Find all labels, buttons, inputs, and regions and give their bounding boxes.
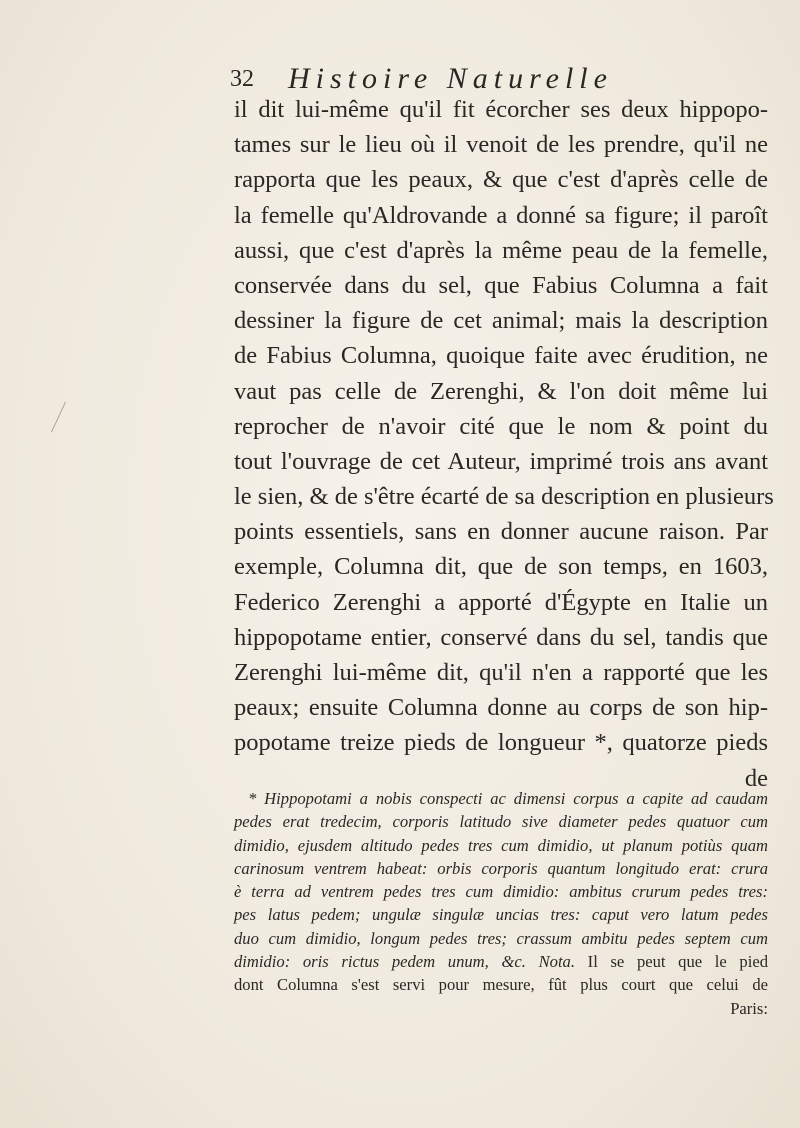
margin-pencil-mark <box>51 402 82 432</box>
text-line: tames sur le lieu où il venoit de les prendre, qu'il ne <box>234 131 768 159</box>
text-line: popotame treize pieds de longueur *, quatorze pieds <box>234 729 768 757</box>
footnote-line: duo cum dimidio, longum pedes tres; crassum ambitu pedes septem cum <box>234 928 768 948</box>
note-text: Il se peut que le pied <box>587 952 768 972</box>
text-line: il dit lui-même qu'il fit écorcher ses deux hippopo- <box>234 96 768 123</box>
footnote-line: * Hippopotami a nobis conspecti ac dimensi corpus a capite ad caudam <box>248 789 768 808</box>
text-line: hippopotame entier, conservé dans du sel, tandis que <box>234 623 768 651</box>
footnote <box>234 787 768 1020</box>
running-title: Histoire Naturelle <box>288 62 613 95</box>
text-line: reprocher de n'avoir cité que le nom & point du <box>234 412 768 440</box>
text-line: points essentiels, sans en donner aucune raison. Par <box>234 518 768 546</box>
text-line: de Fabius Columna, quoique faite avec érudition, ne <box>234 342 768 370</box>
footnote-line: Paris: <box>730 998 768 1018</box>
text-line: la femelle qu'Aldrovande a donné sa figure; il paroît <box>234 201 768 229</box>
catchword: de <box>744 764 768 792</box>
text-line: rapporta que les peaux, & que c'est d'après celle de <box>234 166 768 194</box>
text-line: dessiner la figure de cet animal; mais la description <box>234 307 768 335</box>
main-text <box>234 92 774 796</box>
page-number: 32 <box>230 66 254 92</box>
text-line: tout l'ouvrage de cet Auteur, imprimé trois ans avant <box>234 447 768 475</box>
text-line: conservée dans du sel, que Fabius Columna a fait <box>234 271 768 299</box>
footnote-line: dimidio, ejusdem altitudo pedes tres cum dimidio, ut planum potiùs quam <box>234 835 768 855</box>
footnote-line: è terra ad ventrem pedes tres cum dimidio: ambitus crurum pedes tres: <box>234 882 768 902</box>
text-line: exemple, Columna dit, que de son temps, en 1603, <box>234 553 768 581</box>
text-line: aussi, que c'est d'après la même peau de la femelle, <box>234 236 768 264</box>
footnote-line: dont Columna s'est servi pour mesure, fût plus court que celui de <box>234 975 768 995</box>
text-line: le sien, & de s'être écarté de sa description en plusieurs <box>234 483 774 511</box>
footnote-line: carinosum ventrem habeat: orbis corporis quantum longitudo erat: crura <box>234 858 768 878</box>
text-line: peaux; ensuite Columna donne au corps de son hip- <box>234 694 768 722</box>
footnote-line: pedes erat tredecim, corporis latitudo sive diameter pedes quatuor cum <box>234 812 768 832</box>
text-line: Zerenghi lui-même dit, qu'il n'en a rapporté que les <box>234 659 768 686</box>
note-label: Nota. <box>538 952 575 972</box>
text-line: vaut pas celle de Zerenghi, & l'on doit même lui <box>234 377 768 405</box>
text-line: Federico Zerenghi a apporté d'Égypte en Italie un <box>234 588 768 616</box>
footnote-line: pes latus pedem; ungulæ singulæ uncias tres: caput vero latum pedes <box>234 905 768 925</box>
footnote-line-with-note <box>234 950 768 973</box>
footnote-latin-end: dimidio: oris rictus pedem unum, &c. <box>234 952 526 972</box>
